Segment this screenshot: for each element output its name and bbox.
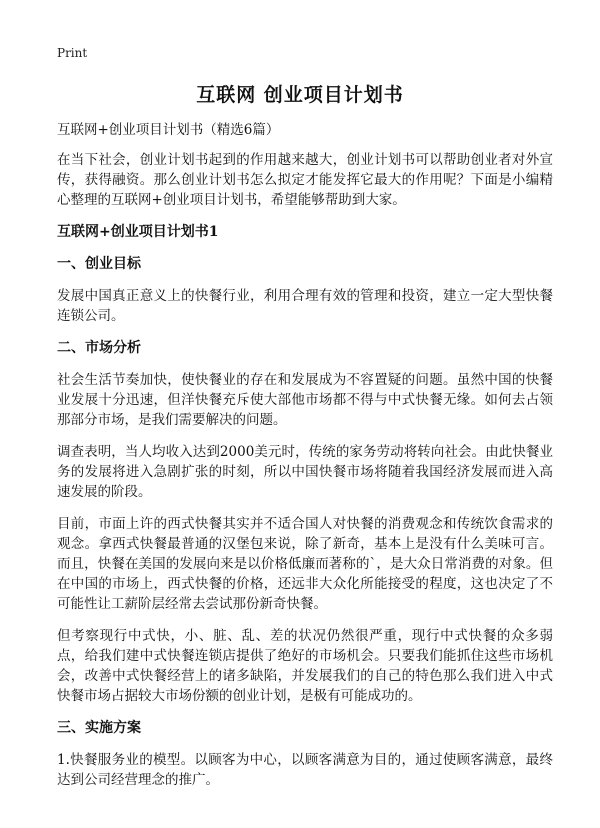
section-title: 互联网+创业项目计划书1 — [57, 224, 219, 240]
goal-paragraph: 发展中国真正意义上的快餐行业，利用合理有效的管理和投资，建立一定大型快餐连锁公司。 — [57, 288, 553, 324]
market-paragraph-4: 但考察现行中式快，小、脏、乱、差的状况仍然很严重，现行中式快餐的众多弱点，给我们建中式快餐连锁店提供了绝好的市场机会。只要我们能抓住这些市场机会，改善中式快餐经营上的诸多缺陷，并发展我们的自己的特色那么我们进入中式快餐市场占据较大市场份额的创业计划，是极有可能成功的。 — [57, 628, 553, 704]
heading-market: 二、市场分析 — [57, 340, 141, 356]
print-link[interactable]: Print — [57, 46, 88, 60]
heading-plan: 三、实施方案 — [57, 720, 141, 736]
market-paragraph-1: 社会生活节奏加快，使快餐业的存在和发展成为不容置疑的问题。虽然中国的快餐业发展十分迅速，但洋快餐充斥使大部他市场都不得与中式快餐无缘。如何去占领那部分市场，是我们需要解决的问题。 — [57, 372, 553, 428]
document-subtitle: 互联网+创业项目计划书（精选6篇） — [57, 122, 280, 138]
document-body — [57, 120, 553, 802]
document-title: 互联网 创业项目计划书 — [196, 84, 404, 106]
plan-paragraph-1: 1.快餐服务业的模型。以顾客为中心，以顾客满意为目的，通过使顾客满意，最终达到公司经营理念的推广。 — [57, 752, 553, 788]
market-paragraph-2: 调查表明，当人均收入达到2000美元时，传统的家务劳动将转向社会。由此快餐业务的发展将进入急剧扩张的时刻，所以中国快餐市场将随着我国经济发展而进入高速发展的阶段。 — [57, 444, 553, 500]
heading-goal: 一、创业目标 — [57, 256, 141, 272]
market-paragraph-3: 目前，市面上许的西式快餐其实并不适合国人对快餐的消费观念和传统饮食需求的观念。拿西式快餐最普通的汉堡包来说，除了新奇，基本上是没有什么美味可言。而且，快餐在美国的发展向来是以价格低廉而著称的`，是大众日常消费的对象。但在中国的市场上，西式快餐的价格，还远非大众化所能接受的程度，这也决定了不可能性让工薪阶层经常去尝试那份新奇快餐。 — [57, 516, 553, 612]
intro-paragraph: 在当下社会，创业计划书起到的作用越来越大，创业计划书可以帮助创业者对外宣传，获得融资。那么创业计划书怎么拟定才能发挥它最大的作用呢？下面是小编精心整理的互联网+创业项目计划书，希望能够帮助到大家。 — [57, 152, 553, 208]
